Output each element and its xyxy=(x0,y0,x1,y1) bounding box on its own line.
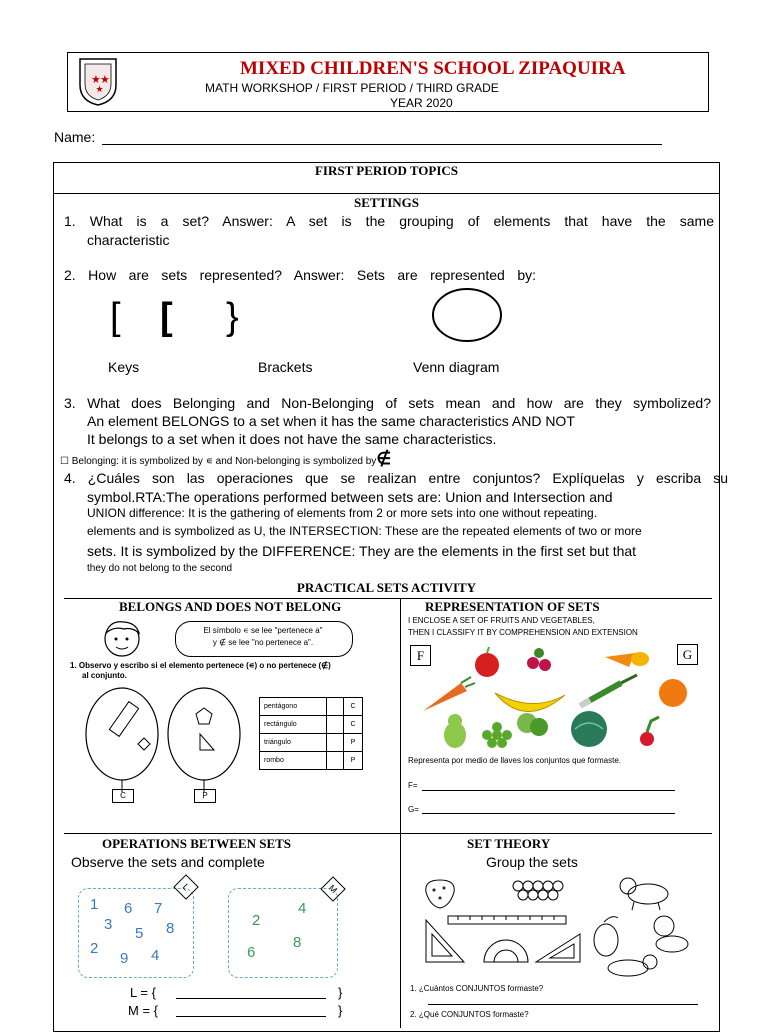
crest-star: ★ xyxy=(91,73,101,86)
blank-cell[interactable] xyxy=(327,716,344,734)
workshop-subtitle: MATH WORKSHOP / FIRST PERIOD / THIRD GRADE xyxy=(205,81,499,95)
activity-title: PRACTICAL SETS ACTIVITY xyxy=(296,580,477,595)
set-l-number: 7 xyxy=(154,900,163,917)
g-equation-label: G= xyxy=(408,805,419,814)
operations-subtitle: Observe the sets and complete xyxy=(71,854,265,870)
table-row xyxy=(260,716,363,734)
banana-icon xyxy=(495,693,565,712)
equation-l-line[interactable] xyxy=(176,998,326,999)
radish-icon xyxy=(640,717,659,746)
operations-title: OPERATIONS BETWEEN SETS xyxy=(102,836,292,851)
question-1: 1. What is a set? Answer: A set is the grouping of elements that have the same xyxy=(64,213,714,229)
question-4-cont-4: sets. It is symbolized by the DIFFERENCE: They are the elements in the first set but that xyxy=(87,543,637,559)
question-3: 3. What does Belonging and Non-Belonging of sets mean and how are they symbolized? xyxy=(64,395,711,411)
shapes-table xyxy=(259,697,363,770)
equation-l-close: } xyxy=(338,985,343,1000)
set-l-number: 9 xyxy=(120,950,129,967)
divider xyxy=(53,193,720,194)
set-m-number: 4 xyxy=(298,900,307,917)
set-m-number: 8 xyxy=(293,934,302,951)
label-venn: Venn diagram xyxy=(413,359,500,375)
belonging-note-text: ☐ Belonging: it is symbolized by ∊ and Non-belonging is symbolized by xyxy=(60,456,377,467)
set-cell: C xyxy=(344,716,363,734)
bubble-line-2: y ∉ se lee "no pertenece a". xyxy=(212,638,314,647)
square-bracket-symbol: [ xyxy=(110,296,121,338)
representation-instruction: Representa por medio de llaves los conjuntos que formaste. xyxy=(408,756,622,765)
carrot-icon xyxy=(423,677,475,711)
set-l-number: 5 xyxy=(135,925,144,942)
box-f: F xyxy=(410,645,431,666)
grapes-outline-icon xyxy=(513,881,563,900)
dog-sitting-icon xyxy=(654,916,688,952)
pear-outline-icon xyxy=(594,917,618,956)
set-l-number: 2 xyxy=(90,940,99,957)
belongs-title: BELONGS AND DOES NOT BELONG xyxy=(119,599,342,614)
table-row xyxy=(260,752,363,770)
protractor-icon xyxy=(484,940,528,962)
grapes-icon xyxy=(482,722,512,748)
set-p-label: P xyxy=(194,789,216,803)
label-brackets: Brackets xyxy=(258,359,313,375)
blank-cell[interactable] xyxy=(327,752,344,770)
set-theory-answer-line-1[interactable] xyxy=(428,1004,698,1005)
not-in-symbol: ∉ xyxy=(376,449,392,468)
school-title: MIXED CHILDREN'S SCHOOL ZIPAQUIRA xyxy=(240,58,626,79)
set-cell: P xyxy=(344,734,363,752)
cabbage-icon xyxy=(571,711,607,747)
equation-m-close: } xyxy=(338,1003,343,1018)
set-cell: P xyxy=(344,752,363,770)
strawberry-icon xyxy=(426,880,454,908)
shape-cell: rombo xyxy=(260,752,327,770)
representation-line-2: THEN I CLASSIFY IT BY COMPREHENSION AND EXTENSION xyxy=(408,628,638,637)
set-m-number: 2 xyxy=(252,912,261,929)
set-l-number: 4 xyxy=(151,947,160,964)
f-answer-line[interactable] xyxy=(422,790,675,791)
label-keys: Keys xyxy=(108,359,140,375)
set-l-number: 1 xyxy=(90,896,99,913)
crest-star: ★ xyxy=(100,73,110,86)
ruler-icon xyxy=(448,916,566,924)
table-row xyxy=(260,734,363,752)
curly-close-symbol: } xyxy=(226,296,239,338)
blank-cell[interactable] xyxy=(327,734,344,752)
set-cell: C xyxy=(344,698,363,716)
set-m-box xyxy=(228,888,338,978)
set-square-icon xyxy=(426,920,464,962)
shape-cell: pentágono xyxy=(260,698,327,716)
representation-line-1: I ENCLOSE A SET OF FRUITS AND VEGETABLES, xyxy=(408,616,595,625)
set-theory-drawings xyxy=(418,874,700,978)
child-face-icon xyxy=(98,617,150,659)
dog-lying-icon xyxy=(608,955,657,976)
venn-diagram-icon xyxy=(430,286,504,344)
question-1-cont: characteristic xyxy=(87,232,170,248)
set-theory-subtitle: Group the sets xyxy=(486,854,578,870)
curly-open-symbol: [ xyxy=(160,296,173,338)
school-crest-icon xyxy=(76,55,120,107)
orange-icon xyxy=(659,679,687,707)
carrot-orange-icon xyxy=(605,652,649,667)
set-l-number: 8 xyxy=(166,920,175,937)
topics-title: FIRST PERIOD TOPICS xyxy=(314,163,459,178)
bubble-line-1: El símbolo ∊ se lee "pertenece a" xyxy=(203,626,323,635)
set-l-number: 6 xyxy=(124,900,133,917)
set-theory-title: SET THEORY xyxy=(467,836,551,851)
question-4-cont-2: UNION difference: It is the gathering of elements from 2 or more sets into one without repeating. xyxy=(87,506,598,520)
equation-l-label: L = { xyxy=(130,985,156,1000)
set-m-tag: M xyxy=(320,876,345,901)
equation-m-line[interactable] xyxy=(176,1016,326,1017)
instruction-1: 1. Observo y escribo si el elemento pertenece (∊) o no pertenece (∉) xyxy=(70,661,331,670)
question-4-cont-3: elements and is symbolized as U, the INTERSECTION: These are the repeated elements of two or more xyxy=(87,524,642,538)
lettuce-icon xyxy=(517,713,548,736)
year-subtitle: YEAR 2020 xyxy=(390,96,453,110)
representation-title: REPRESENTATION OF SETS xyxy=(425,599,600,614)
equation-m-label: M = { xyxy=(128,1003,158,1018)
leek-icon xyxy=(580,675,637,706)
question-4-cont-1: symbol.RTA:The operations performed between sets are: Union and Intersection and xyxy=(87,489,613,505)
set-l-number: 3 xyxy=(104,916,113,933)
question-4-cont-5: they do not belong to the second xyxy=(87,563,233,574)
dog-icon xyxy=(620,878,668,910)
instruction-1-cont: al conjunto. xyxy=(82,671,127,680)
set-theory-question-2: 2. ¿Qué CONJUNTOS formaste? xyxy=(410,1010,529,1019)
pear-icon xyxy=(444,714,466,748)
triangle-ruler-icon xyxy=(536,934,580,962)
set-theory-question-1: 1. ¿Cuántos CONJUNTOS formaste? xyxy=(410,984,544,993)
settings-title: SETTINGS xyxy=(353,195,420,210)
set-l-tag: L xyxy=(173,874,198,899)
shape-cell: rectángulo xyxy=(260,716,327,734)
divider xyxy=(400,598,401,1028)
raspberries-icon xyxy=(527,648,551,671)
set-m-number: 6 xyxy=(247,944,256,961)
set-c-label: C xyxy=(112,789,134,803)
question-3-cont-1: An element BELONGS to a set when it has the same characteristics AND NOT xyxy=(87,413,575,429)
crest-star: ★ xyxy=(95,85,104,95)
question-3-cont-2: It belongs to a set when it does not have the same characteristics. xyxy=(87,431,497,447)
table-row xyxy=(260,698,363,716)
shapes-sets-diagram xyxy=(80,686,250,804)
apple-icon xyxy=(475,647,499,677)
divider xyxy=(64,833,712,834)
g-answer-line[interactable] xyxy=(422,813,675,814)
question-2: 2. How are sets represented? Answer: Sets are represented by: xyxy=(64,267,536,283)
blank-cell[interactable] xyxy=(327,698,344,716)
f-equation-label: F= xyxy=(408,781,418,790)
name-label: Name: xyxy=(54,129,96,145)
question-4: 4. ¿Cuáles son las operaciones que se realizan entre conjuntos? Explíquelas y escriba su xyxy=(64,470,728,486)
fruits-vegetables-illustration xyxy=(415,643,695,753)
shape-cell: triángulo xyxy=(260,734,327,752)
box-g: G xyxy=(677,644,698,665)
name-field[interactable] xyxy=(102,144,662,145)
belonging-note xyxy=(60,449,391,469)
